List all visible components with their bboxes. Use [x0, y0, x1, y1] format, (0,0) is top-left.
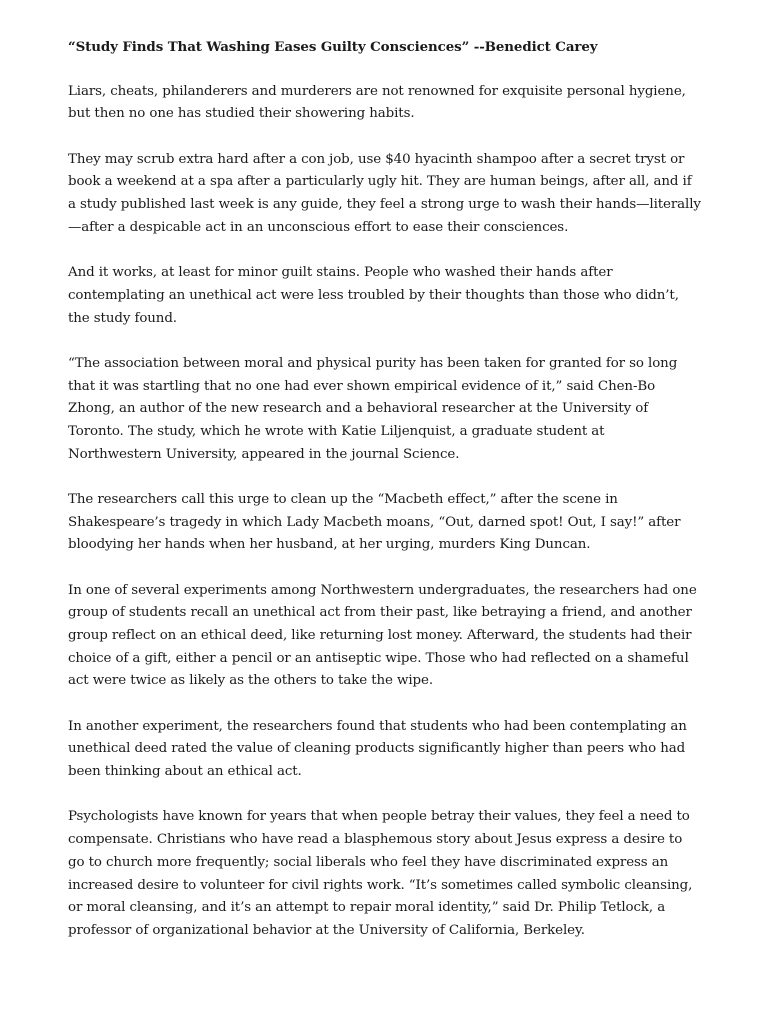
- document-page: [68, 36, 702, 965]
- document-title: “Study Finds That Washing Eases Guilty Consciences” --Benedict Carey: [68, 39, 598, 55]
- paragraph-3: And it works, at least for minor guilt stains. People who washed their hands after contemplating an unethical act were less troubled by their thoughts than those who didn’t, the study found.: [68, 265, 679, 326]
- paragraph-5: The researchers call this urge to clean up the “Macbeth effect,” after the scene in Shakespeare’s tragedy in which Lady Macbeth moans, “Out, darned spot! Out, I say!” after bloodying her hands when her husband, at her urging, murders King Duncan.: [68, 491, 681, 553]
- paragraph-7: In another experiment, the researchers found that students who had been contemplating an unethical deed rated the value of cleaning products significantly higher than peers who had been thinking about an ethical act.: [68, 718, 687, 780]
- paragraph-4: “The association between moral and physical purity has been taken for granted for so long that it was startling that no one had ever shown empirical evidence of it,” said Chen-Bo Zhong, an author of the new research and a behavioral researcher at the University of Toronto. The study, which he wrote with Katie Liljenquist, a graduate student at Northwestern University, appeared in the journal Science.: [68, 355, 678, 462]
- paragraph-6: In one of several experiments among Northwestern undergraduates, the researchers had one group of students recall an unethical act from their past, like betraying a friend, and another group reflect on an ethical deed, like returning lost money. Afterward, the students had their choice of a gift, either a pencil or an antiseptic wipe. Those who had reflected on a shameful act were twice as likely as the others to take the wipe.: [68, 582, 697, 689]
- paragraph-8: Psychologists have known for years that when people betray their values, they feel a need to compensate. Christians who have read a blasphemous story about Jesus express a desire to go to church more frequently; social liberals who feel they have discriminated express an increased desire to volunteer for civil rights work. “It’s sometimes called symbolic cleansing, or moral cleansing, and it’s an attempt to repair moral identity,” said Dr. Philip Tetlock, a professor of organizational behavior at the University of California, Berkeley.: [68, 809, 693, 938]
- paragraph-2: They may scrub extra hard after a con job, use $40 hyacinth shampoo after a secret tryst or book a weekend at a spa after a particularly ugly hit. They are human beings, after all, and if a study published last week is any guide, they feel a strong urge to wash their hands—literally—after a despicable act in an unconscious effort to ease their consciences.: [68, 151, 701, 235]
- paragraph-1: Liars, cheats, philanderers and murderers are not renowned for exquisite personal hygiene, but then no one has studied their showering habits.: [68, 83, 686, 122]
